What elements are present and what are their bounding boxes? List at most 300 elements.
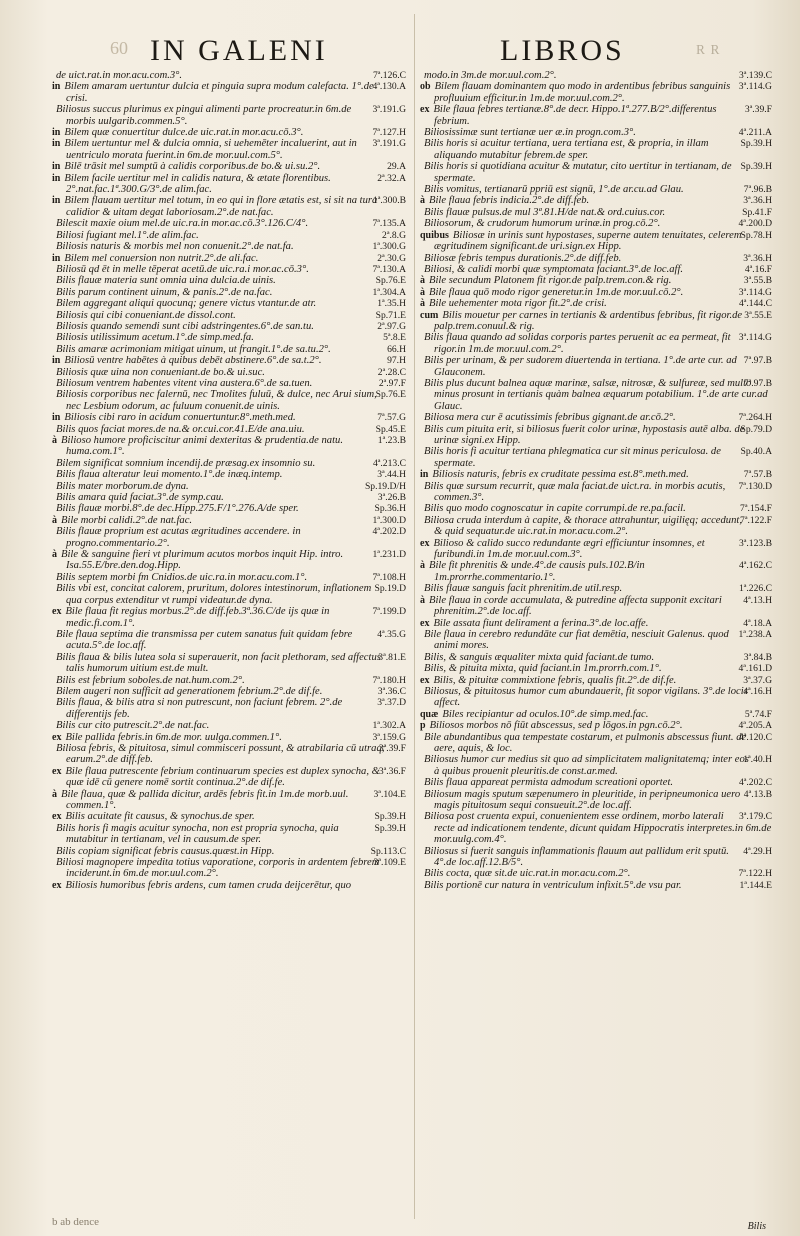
- entry-reference: 4ª.205.A: [738, 720, 772, 732]
- entry-text: Bilis flaua appareat permista admodum screationi oportet.: [424, 777, 674, 789]
- entry-marker: à: [420, 594, 425, 606]
- index-entry: [52, 469, 406, 480]
- entry-text: Biles recipiantur ad oculos.10°.de simp.med.fac.: [442, 708, 649, 720]
- entry-reference: 7ª.135.A: [372, 218, 406, 230]
- entry-reference: 1ª.23.B: [377, 435, 406, 446]
- entry-text: Bilis flaua & bilis lutea sola si superauerit, non facit plethoram, sed affectus talis humorum uitium est.de mult.: [56, 651, 381, 675]
- entry-reference: 3ª.139.C: [738, 70, 772, 81]
- entry-text: Bile morbi calidi.2°.de nat.fac.: [61, 514, 193, 526]
- entry-text: Bile & sanguine fieri vt plurimum acutos morbos inquit Hip. intro. Isa.55.E/bre.den.dog.Hipp.: [61, 549, 344, 572]
- entry-text: Bilem flauam uertitur mel totum, in eo qui in flore ætatis est, si sit na tura calidior & uitam degat laboriosam.2°.de nat.fac.: [64, 195, 378, 218]
- entry-text: Bilis quos faciat mores.de na.& or.cui.cor.41.E/de ana.uiu.: [56, 423, 305, 435]
- index-entry: [420, 469, 772, 480]
- index-entry: [420, 161, 772, 184]
- entry-reference: 7ª.130.D: [738, 480, 772, 492]
- entry-reference: 2ª.97.G: [377, 320, 406, 332]
- index-entry: [420, 515, 772, 538]
- entry-text: Biliosis corporibus nec falernū, nec Tmolites fuluū, & dulce, nec Arui sium, nec Lesbium odorum, ac fuluum conuenit.de uinis.: [56, 389, 377, 412]
- entry-text: Bilem aggregant aliqui quocunq; genere victus vtantur.de atr.: [56, 298, 317, 310]
- entry-text: Bile flaua putrescente febrium continuarum species est duplex synocha, & quæ idē cū genere nomē sortit continua.2°.de dif.fe.: [65, 765, 380, 789]
- entry-reference: 7ª.122.F: [740, 514, 772, 526]
- index-entry: [420, 264, 772, 275]
- index-entry: [52, 298, 406, 309]
- index-entry: [420, 618, 772, 629]
- entry-reference: Sp.78.H: [740, 229, 772, 241]
- entry-marker: in: [52, 138, 61, 150]
- index-entry: [420, 846, 772, 869]
- index-entry: [52, 173, 406, 196]
- index-entry: [52, 355, 406, 366]
- index-entry: [420, 538, 772, 561]
- entry-text: Bilis acuitate fit causus, & synochus.de sper.: [65, 811, 255, 823]
- entry-reference: 1ª.144.E: [739, 879, 772, 891]
- index-entry: [420, 355, 772, 378]
- entry-reference: 7ª.97.B: [743, 355, 772, 367]
- entry-reference: 4ª.213.C: [372, 457, 406, 469]
- entry-marker: quibus: [420, 229, 449, 241]
- entry-text: Biliosos morbos nō fiūt abscessus, sed p lōgos.in pgn.cō.2°.: [429, 720, 683, 732]
- entry-text: Biliosum ventrem habentes vitent vina austera.6°.de sa.tuen.: [56, 377, 313, 389]
- entry-text: Bile fit phrenitis & unde.4°.de causis puls.102.B/in 1m.prorrhe.commentario.1°.: [429, 560, 645, 583]
- entry-reference: 3ª.114.G: [738, 286, 772, 298]
- index-entry: [52, 583, 406, 606]
- index-entry: [52, 81, 406, 104]
- index-entry: [420, 138, 772, 161]
- index-entry: [52, 686, 406, 697]
- entry-marker: à: [420, 275, 425, 287]
- entry-reference: Sp.40.A: [740, 446, 772, 458]
- index-entry: [52, 572, 406, 583]
- entry-reference: 3ª.159.G: [372, 731, 406, 743]
- index-entry: [52, 766, 406, 789]
- entry-marker: ob: [420, 81, 431, 93]
- entry-reference: 7ª.127.H: [372, 127, 406, 139]
- index-entry: [420, 675, 772, 686]
- entry-reference: 7ª.122.H: [738, 868, 772, 880]
- entry-text: Bilis flaua alteratur leui momento.1°.de inæq.intemp.: [56, 469, 283, 481]
- entry-text: Biliosi, & calidi morbi quæ symptomata faciant.3°.de loc.aff.: [424, 263, 684, 275]
- entry-reference: 3ª.114.G: [738, 332, 772, 344]
- entry-marker: in: [52, 252, 61, 264]
- entry-text: Bilis flauæ proprium est acutas ægritudines accendere. in progno.commentario.2°.: [56, 526, 301, 549]
- index-entry: [52, 811, 406, 822]
- entry-text: Biliosum magis sputum sæpenumero in pleuritide, in peripneumonica uero magis pituitosum sequi consueuit.2°.de loc.aff.: [424, 788, 741, 811]
- entry-reference: 3ª.55.E: [744, 309, 772, 321]
- index-entry: [52, 823, 406, 846]
- entry-text: Bilis est febrium soboles.de nat.hum.com.2°.: [56, 674, 245, 686]
- index-entry: [420, 287, 772, 298]
- entry-reference: 4ª.16.F: [744, 263, 772, 275]
- entry-reference: 5ª.8.E: [383, 332, 406, 344]
- index-entry: [52, 652, 406, 675]
- entry-marker: ex: [52, 879, 62, 891]
- entry-text: Biliosa mera cur ē acutissimis febribus gignant.de ar.cō.2°.: [424, 412, 676, 424]
- entry-text: Biliosa cruda interdum à capite, & thorace attrahuntur, uigilięq; accedunt, & quid sequatur.de uic.rat.in mor.acu.com.2°.: [424, 514, 742, 538]
- entry-marker: ex: [420, 104, 430, 116]
- entry-reference: 4ª.202.D: [372, 526, 406, 538]
- index-entry: [52, 138, 406, 161]
- entry-text: modo.in 3m.de mor.uul.com.2°.: [424, 70, 557, 81]
- index-entry: [52, 857, 406, 880]
- entry-marker: ex: [420, 537, 430, 549]
- index-entry: [420, 811, 772, 845]
- index-entry: [52, 435, 406, 458]
- entry-reference: Sp.19.D: [374, 583, 406, 595]
- entry-text: Biliosis quæ uina non conueniant.de bo.& ui.suc.: [56, 366, 265, 378]
- entry-text: Biliosus humor cur medius sit quo ad simplicitatem malignitatemq; inter eos à quibus prouenit pleuritis.de const.ar.med.: [424, 754, 749, 777]
- index-entry: [52, 378, 406, 389]
- entry-reference: 3ª.179.C: [738, 811, 772, 823]
- entry-text: Biliosa post cruenta expui, conuenientem esse ordinem, morbo laterali recte ad indicationem tendente, dicunt quidam Hippocratis interpretes.in 6m.de mor.uulg.com.4°.: [424, 811, 772, 846]
- entry-marker: ex: [52, 765, 62, 777]
- entry-text: Bilis mouetur per carnes in tertianis & ardentibus febribus, fit rigor.de palp.trem.conuul.& rig.: [434, 309, 743, 332]
- entry-marker: cum: [420, 309, 439, 321]
- entry-text: Bile pallida febris.in 6m.de mor. uulga.commen.1°.: [65, 731, 282, 743]
- entry-reference: 7ª.108.H: [372, 571, 406, 583]
- index-entry: [420, 560, 772, 583]
- entry-text: Bilis vomitus, tertianarū ppriū est signū, 1°.de ar.cu.ad Glau.: [424, 184, 684, 196]
- entry-text: Biliosi fugiant mel.1°.de alim.fac.: [56, 229, 199, 241]
- entry-reference: Sp.39.H: [740, 161, 772, 173]
- entry-text: Bile flaua in corde accumulata, & putredine affecta supponit excitari phrenitim.2°.de loc.aff.: [429, 594, 722, 618]
- entry-text: Bile secundum Platonem fit rigor.de palp.trem.con.& rig.: [429, 275, 672, 287]
- entry-reference: 2ª.28.C: [377, 366, 406, 378]
- entry-text: Bilis per urinam, & per sudorem diuertenda in tertiana. 1°.de arte cur. ad Glauconem.: [424, 355, 737, 378]
- entry-text: Biliosa febris, & pituitosa, simul commisceri possunt, & atrabilaria cū utraq; earum.2°.de diff.feb.: [56, 742, 386, 766]
- entry-text: Bilis flauæ materia sunt omnia uina dulcia.de uinis.: [56, 275, 276, 287]
- entry-text: Biliosi magnopere impedita totius vaporatione, corporis in ardentem febrem inciderunt.in 6m.de mor.uul.com.2°.: [56, 857, 380, 880]
- entry-text: Bile flaua septima die transmissa per cutem sanatus fuit quidam febre acuta.5°.de loc.aff.: [56, 628, 353, 652]
- entry-reference: Sp.19.D/H: [364, 480, 406, 492]
- index-entry: [420, 310, 772, 333]
- entry-text: Biliosū qd ēt in melle tēperat acetū.de uic.ra.i mor.ac.cō.3°.: [56, 263, 309, 275]
- entry-marker: à: [420, 298, 425, 310]
- entry-text: Biliosis qui cibi conueniant.de dissol.cont.: [56, 309, 236, 321]
- entry-text: Biliosū ventre habētes à quibus debēt abstinere.6°.de sa.t.2°.: [64, 355, 322, 367]
- index-entry: [52, 880, 406, 891]
- entry-text: Bile flaua in cerebro redundāte cur fiat demētia, nesciuit Galenus. quod animi mores.: [424, 628, 729, 652]
- index-entry: [420, 754, 772, 777]
- entry-reference: 7ª.126.C: [372, 70, 406, 81]
- entry-reference: 7ª.97.B: [743, 377, 772, 389]
- entry-reference: 3ª.39.F: [744, 104, 772, 116]
- index-entry: [52, 458, 406, 469]
- entry-marker: in: [52, 172, 61, 184]
- entry-text: Bilem augeri non sufficit ad generationem febrium.2°.de dif.fe.: [56, 685, 323, 697]
- index-entry: [52, 127, 406, 138]
- entry-reference: 3ª.84.B: [743, 651, 772, 663]
- index-entry: [420, 595, 772, 618]
- entry-reference: 3ª.36.F: [378, 765, 406, 777]
- index-entry: [52, 697, 406, 720]
- entry-text: Biliosis utilissimum acetum.1°.de simp.med.fa.: [56, 332, 254, 344]
- index-entry: [420, 880, 772, 891]
- entry-reference: 4ª.161.D: [738, 663, 772, 675]
- entry-reference: 1ª.226.C: [738, 583, 772, 595]
- entry-marker: ex: [52, 731, 62, 743]
- entry-marker: ex: [420, 674, 430, 686]
- entry-reference: Sp.76.E: [375, 275, 406, 287]
- entry-reference: 4ª.120.C: [738, 731, 772, 743]
- entry-text: Bilioso & calido succo redundante ægri efficiuntur insomnes, et furibundi.in 1m.de mor.uul.com.3°.: [433, 537, 705, 561]
- entry-text: Bilis horis fi acuitur tertiana phlegmatica cur sit minus periculosa. de spermate.: [424, 446, 721, 469]
- entry-reference: 7ª.57.B: [743, 469, 772, 481]
- entry-text: Bile flaua febres tertianæ.8°.de decr. Hippo.1ª.277.B/2°.differentus febrium.: [433, 104, 717, 127]
- entry-marker: p: [420, 720, 426, 732]
- index-entry: [52, 287, 406, 298]
- index-entry: [420, 686, 772, 709]
- index-entry: [420, 583, 772, 594]
- entry-text: Bilis, & sanguis æqualiter mixta quid faciant.de tumo.: [424, 651, 655, 663]
- index-entry: [52, 732, 406, 743]
- entry-text: Bile uehementer mota rigor fit.2°.de crisi.: [429, 298, 607, 310]
- entry-marker: in: [420, 469, 429, 481]
- index-entry: [52, 241, 406, 252]
- index-entry: [420, 332, 772, 355]
- entry-text: Bilis amaræ acrimoniam mitigat uinum, ut frangit.1°.de sa.tu.2°.: [56, 343, 331, 355]
- entry-text: Bilis horis fi magis acuitur synocha, non est propria synocha, quia mutabitur in tertianam, vel in causum.de sper.: [56, 822, 339, 846]
- entry-reference: 1ª.300.G: [372, 241, 406, 253]
- entry-marker: à: [420, 560, 425, 572]
- entry-text: Biliosorum, & crudorum humorum urinæ.in prog.cō.2°.: [424, 218, 661, 230]
- index-entry: [52, 743, 406, 766]
- entry-marker: à: [420, 195, 425, 207]
- entry-marker: à: [52, 788, 57, 800]
- index-entry: [52, 515, 406, 526]
- index-entry: [420, 663, 772, 674]
- index-entry: [420, 789, 772, 812]
- entry-reference: 7ª.130.A: [372, 263, 406, 275]
- running-header-left: IN GALENI: [150, 34, 328, 67]
- entry-text: Bilis flauæ sanguis facit phrenitim.de util.resp.: [424, 583, 623, 595]
- entry-marker: in: [52, 195, 61, 207]
- index-entry: [52, 720, 406, 731]
- index-entry: [420, 218, 772, 229]
- entry-reference: 3ª.123.B: [738, 537, 772, 549]
- entry-reference: 4ª.130.A: [372, 81, 406, 93]
- entry-reference: 4ª.202.C: [738, 777, 772, 789]
- entry-text: Bilis quo modo cognoscatur in capite corrumpi.de re.pa.facil.: [424, 503, 686, 515]
- index-entry: [420, 275, 772, 286]
- entry-text: Bilis flauæ morbi.8°.de dec.Hipp.275.F/1°.276.A/de sper.: [56, 503, 299, 515]
- entry-reference: 7ª.180.H: [372, 674, 406, 686]
- entry-text: Biliosus succus plurimus ex pingui alimenti parte procreatur.in 6m.de morbis uulgarib.commen.5°.: [56, 104, 352, 127]
- entry-reference: 3ª.39.F: [378, 742, 406, 754]
- entry-text: Bilis portionē cur natura in ventriculum infixit.5°.de vsu par.: [424, 879, 682, 891]
- entry-reference: 66.H: [387, 343, 406, 355]
- entry-text: Biliosissimæ sunt tertianæ uer æ.in progn.com.3°.: [424, 127, 636, 139]
- index-entry: [52, 629, 406, 652]
- index-entry: [52, 606, 406, 629]
- entry-text: Bile assata fiunt delirament a ferina.3°.de loc.affe.: [433, 617, 649, 629]
- entry-marker: à: [52, 435, 57, 446]
- index-entry: [52, 846, 406, 857]
- entry-text: Bilioso humore proficiscitur animi dexteritas & prudentia.de natu. huma.com.1°.: [61, 435, 343, 458]
- index-entry: [52, 412, 406, 423]
- entry-text: Bilem uertuntur mel & dulcia omnia, si uehemēter incaluerint, aut in uentriculo morata fuerint.in 6m.de mor.uul.com.5°.: [64, 138, 357, 161]
- index-entry: [420, 481, 772, 504]
- entry-reference: 3ª.44.H: [377, 469, 406, 481]
- entry-text: Bilem flauam dominantem quo modo in ardentibus febribus sanguinis profluuium efficitur.in 1m.de mor.uul.com.2°.: [434, 81, 731, 104]
- index-entry: [420, 298, 772, 309]
- index-entry: [420, 253, 772, 264]
- index-column-right: [420, 70, 772, 891]
- entry-reference: Sp.39.H: [740, 138, 772, 150]
- index-entry: [52, 789, 406, 812]
- entry-text: Biliosus, & pituitosus humor cum abundauerit, fit sopor vigilans. 3°.de locis affect.: [424, 685, 748, 709]
- entry-reference: 1ª.300.B: [372, 195, 406, 207]
- index-column-left: [52, 70, 406, 891]
- index-entry: [52, 344, 406, 355]
- entry-reference: Sp.45.E: [375, 423, 406, 435]
- entry-marker: à: [52, 549, 57, 561]
- entry-text: Bile flaua, quæ & pallida dicitur, ardēs febris fit.in 1m.de morb.uul. commen.1°.: [61, 788, 349, 811]
- entry-reference: 4ª.162.C: [738, 560, 772, 572]
- entry-text: Bilis cum pituita erit, si biliosus fuerit color urinæ, hypostasis autē alba. de urinæ signi.ex Hipp.: [424, 423, 745, 446]
- entry-text: Bile flaua febris indicia.2°.de diff.feb.: [429, 195, 590, 207]
- index-entry: [420, 412, 772, 423]
- index-entry: [420, 195, 772, 206]
- entry-text: Bilis horis si quotidiana acuitur & mutatur, cito uertitur in tertianam, de spermate.: [424, 161, 732, 184]
- entry-reference: Sp.76.E: [375, 389, 406, 401]
- entry-reference: 7ª.199.D: [372, 606, 406, 618]
- entry-text: Bilem facile uertitur mel in calidis natura, & ætate florentibus. 2°.nat.fac.1ª.300.G/3°.de alim.fac.: [64, 172, 331, 196]
- entry-marker: in: [52, 412, 61, 424]
- entry-reference: 7ª.264.H: [738, 412, 772, 424]
- entry-reference: 3ª.36.C: [377, 685, 406, 697]
- entry-reference: 2ª.8.G: [382, 229, 406, 241]
- entry-reference: Sp.41.F: [742, 206, 772, 218]
- entry-reference: 4ª.13.H: [743, 594, 772, 606]
- index-entry: [52, 218, 406, 229]
- index-entry: [420, 777, 772, 788]
- entry-text: Bilem significat somnium incendij.de præsag.ex insomnio su.: [56, 457, 316, 469]
- entry-text: Bilis cocta, quæ sit.de uic.rat.in mor.acu.com.2°.: [424, 868, 631, 880]
- entry-reference: 7ª.96.B: [743, 184, 772, 196]
- index-entry: [52, 367, 406, 378]
- entry-text: Bilis copiam significat febris causus.quæst.in Hipp.: [56, 845, 275, 857]
- index-entry: [52, 549, 406, 572]
- entry-reference: 3ª.191.G: [372, 104, 406, 116]
- entry-reference: 4ª.35.G: [377, 628, 406, 640]
- entry-marker: in: [52, 81, 61, 93]
- entry-text: Bilis horis si acuitur tertiana, uera tertiana est, & propria, in illam aliquando mutabitur febrem.de sper.: [424, 138, 709, 161]
- index-entry: [52, 310, 406, 321]
- entry-text: Bilis, & pituita mixta, quid faciant.in 1m.prorrh.com.1°.: [424, 663, 662, 675]
- entry-marker: ex: [420, 617, 430, 629]
- entry-text: Bilis plus ducunt balnea aquæ marinæ, salsæ, nitrosæ, & sulfureæ, sed multo minus prosunt in tertianis quàm balnea æquarum potabilium. 1°.de arte cur.ad Glauc.: [424, 377, 768, 412]
- entry-reference: 1ª.40.H: [743, 754, 772, 766]
- gutter-divider: [414, 14, 415, 1219]
- entry-reference: 5ª.74.F: [744, 708, 772, 720]
- entry-text: Biliosus si fuerit sanguis inflammationis flauum aut pallidum erit sputū. 4°.de loc.aff.12.B/5°.: [424, 845, 729, 869]
- entry-reference: 7ª.154.F: [740, 503, 772, 515]
- index-entry: [52, 230, 406, 241]
- entry-text: Bilis mater morborum.de dyna.: [56, 480, 189, 492]
- entry-reference: 4ª.29.H: [743, 845, 772, 857]
- entry-text: Bile abundantibus qua tempestate costarum, et pulmonis abscessus fiunt. de aere, aquis, & loc.: [424, 731, 747, 754]
- index-entry: [420, 207, 772, 218]
- index-entry: [420, 70, 772, 81]
- entry-reference: 4ª.211.A: [738, 127, 772, 139]
- catchword: Bilis: [747, 1221, 766, 1232]
- index-entry: [52, 675, 406, 686]
- entry-reference: 29.A: [387, 161, 406, 173]
- entry-text: Bilis flaua quando ad solidas corporis partes peruenit ac ea permeat, fit rigor.in 1m.de mor.uul.com.2°.: [424, 332, 731, 355]
- entry-reference: 3ª.104.E: [373, 788, 406, 800]
- index-entry: [420, 104, 772, 127]
- entry-text: Bilis flauæ pulsus.de mul 3ª.81.H/de nat.& ord.cuius.cor.: [424, 206, 666, 218]
- entry-reference: 3ª.36.H: [743, 252, 772, 264]
- index-entry: [52, 321, 406, 332]
- entry-reference: 1ª.231.D: [372, 549, 406, 561]
- entry-reference: 3ª.81.E: [378, 651, 406, 663]
- entry-reference: 3ª.37.D: [377, 697, 406, 709]
- entry-reference: 1ª.300.D: [372, 514, 406, 526]
- entry-marker: à: [52, 514, 57, 526]
- entry-reference: 4ª.18.A: [743, 617, 772, 629]
- entry-reference: Sp.39.H: [374, 822, 406, 834]
- entry-reference: 1ª.302.A: [372, 720, 406, 732]
- index-entry: [52, 492, 406, 503]
- entry-reference: Sp.113.C: [370, 845, 406, 857]
- entry-reference: 97.H: [387, 355, 406, 367]
- footer-marks: b ab dence: [52, 1216, 100, 1228]
- entry-text: Bilem quæ conuertitur dulce.de uic.rat.in mor.acu.cō.3°.: [64, 127, 304, 139]
- faded-page-number: 60: [110, 38, 128, 58]
- entry-text: Biliosis humoribus febris ardens, cum tamen cruda deijcerētur, quo: [65, 879, 352, 891]
- entry-text: Biliosæ in urinis sunt hypostases, superne autem tenuitates, celerem ægritudinem significant.de uri.sign.ex Hipp.: [434, 229, 742, 253]
- index-entry: [420, 868, 772, 879]
- entry-reference: Sp.39.H: [374, 811, 406, 823]
- entry-reference: 2ª.30.G: [377, 252, 406, 264]
- entry-marker: in: [52, 355, 61, 367]
- entry-reference: 4ª.144.C: [738, 298, 772, 310]
- entry-text: Bilis amara quid faciat.3°.de symp.cau.: [56, 492, 224, 504]
- index-entry: [52, 161, 406, 172]
- entry-marker: ex: [52, 811, 62, 823]
- entry-text: Biliosis cibi raro in acidum conuertuntur.8°.meth.med.: [64, 412, 296, 424]
- entry-text: Bilis vbi est, concitat calorem, pruritum, dolores intestinorum, inflationem qua corpus extenditur vt rumpi videatur.de dyna.: [56, 583, 372, 606]
- index-entry: [420, 732, 772, 755]
- entry-reference: 1ª.238.A: [738, 628, 772, 640]
- index-entry: [420, 424, 772, 447]
- entry-marker: à: [420, 286, 425, 298]
- entry-reference: 3ª.37.G: [743, 674, 772, 686]
- entry-reference: 2ª.97.F: [378, 377, 406, 389]
- index-entry: [420, 503, 772, 514]
- entry-reference: 3ª.26.B: [377, 492, 406, 504]
- entry-text: Bilescit maxie oium mel.de uic.ra.in mor.ac.cō.3°.126.C/4°.: [56, 218, 309, 230]
- entry-reference: 1ª.304.A: [372, 286, 406, 298]
- index-entry: [420, 230, 772, 253]
- index-entry: [52, 104, 406, 127]
- entry-reference: 1ª.35.H: [377, 298, 406, 310]
- entry-reference: Sp.71.E: [375, 309, 406, 321]
- index-entry: [420, 709, 772, 720]
- entry-text: Bilem amaram uertuntur dulcia et pinguia supra modum calefacta. 1°.de crisi.: [64, 81, 374, 104]
- entry-reference: 2ª.32.A: [377, 172, 406, 184]
- index-entry: [420, 81, 772, 104]
- entry-text: Biliosis naturis, febris ex cruditate pessima est.8°.meth.med.: [432, 469, 689, 481]
- entry-reference: 4ª.13.B: [743, 788, 772, 800]
- entry-reference: Sp.36.H: [374, 503, 406, 515]
- entry-text: Bilē trāsit mel sumptū à calidis corporibus.de bo.& ui.su.2°.: [64, 161, 321, 173]
- index-entry: [52, 70, 406, 81]
- index-entry: [420, 127, 772, 138]
- entry-text: Bilis cur cito putrescit.2°.de nat.fac.: [56, 720, 210, 732]
- entry-text: Bilem mel conuersion non nutrit.2°.de ali.fac.: [64, 252, 259, 264]
